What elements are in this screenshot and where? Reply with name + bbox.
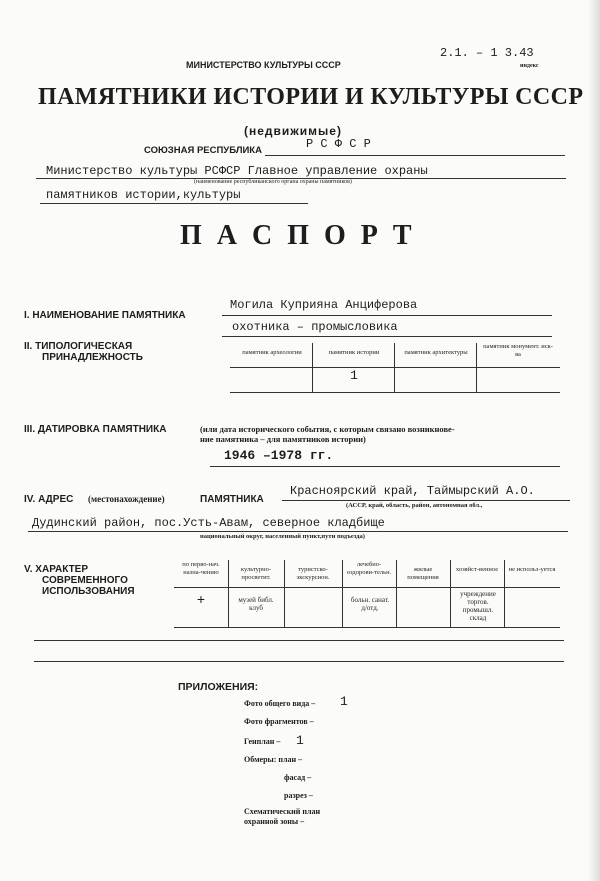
appendix-title: ПРИЛОЖЕНИЯ: — [178, 681, 259, 693]
address-caption-2: национальный округ, населенный пункт,пути подъезда) — [200, 533, 365, 540]
appendix-item-zone-plan-cont: охранной зоны – — [244, 817, 305, 826]
section-usage-label-3: ИСПОЛЬЗОВАНИЯ — [42, 586, 135, 597]
section-address-label-a: IV. АДРЕС — [24, 494, 74, 505]
monument-name-line-1: Могила Куприяна Анциферова — [230, 298, 418, 312]
appendix-item-site-plan: Генплан – — [244, 737, 281, 746]
typology-value-history: 1 — [350, 368, 358, 383]
appendix-item-measure-plan: Обмеры: план – — [244, 755, 303, 764]
usage-value-original: + — [196, 593, 206, 609]
section-name-label: I. НАИМЕНОВАНИЕ ПАМЯТНИКА — [24, 310, 186, 321]
section-address-label-b: (местонахождение) — [88, 494, 165, 504]
usage-value-health: больн. санат. д/отд. — [350, 596, 390, 612]
document-series-title: ПАМЯТНИКИ ИСТОРИИ И КУЛЬТУРЫ СССР — [38, 84, 584, 110]
appendix-value-site-plan: 1 — [296, 733, 304, 748]
dating-note-line-1: (или дата исторического события, с которым связано возникнове- — [200, 424, 455, 434]
typology-col-architecture: памятник архитектуры — [404, 349, 468, 356]
section-usage-label-1: V. ХАРАКТЕР — [24, 564, 89, 575]
scan-edge-shadow — [588, 0, 600, 881]
section-dating-label: III. ДАТИРОВКА ПАМЯТНИКА — [24, 424, 167, 435]
appendix-item-zone-plan: Схематический план — [244, 807, 321, 816]
appendix-item-section: разрез – — [284, 791, 313, 800]
usage-col-tourist: туристско-экскурсион. — [296, 566, 330, 581]
usage-underline-1 — [34, 640, 564, 641]
address-caption-1: (АССР, край, область, район, автономная обл., — [346, 502, 483, 509]
name-underline-1 — [222, 315, 552, 316]
organ-underline-2 — [40, 203, 308, 204]
name-underline-2 — [222, 336, 552, 337]
passport-title: П А С П О Р Т — [180, 220, 416, 251]
index-label: индекс — [520, 63, 539, 69]
usage-col-original: по перво-нач. назна-чению — [182, 561, 220, 576]
address-underline-2 — [28, 531, 568, 532]
republic-underline — [265, 155, 565, 156]
organ-caption: (наименование республиканского органа охраны памятников) — [194, 179, 352, 185]
ministry-heading: МИНИСТЕРСТВО КУЛЬТУРЫ СССР — [186, 60, 341, 70]
section-usage-label-2: СОВРЕМЕННОГО — [42, 575, 128, 586]
appendix-item-general-photo: Фото общего вида – — [244, 699, 316, 708]
dating-underline — [210, 466, 560, 467]
republic-value: Р С Ф С Р — [306, 137, 371, 151]
usage-value-economic: учреждение торгов. промышл. склад — [460, 590, 496, 622]
typology-col-archaeology: памятник археологии — [242, 349, 302, 356]
monument-name-line-2: охотника – промысловика — [232, 320, 398, 334]
typology-col-history: памятник истории — [328, 349, 380, 356]
address-line-2: Дудинский район, пос.Усть-Авам, северное кладбище — [32, 516, 385, 530]
index-number: 2.1. – 1 3.43 — [440, 46, 534, 60]
usage-value-cultural: музей библ. клуб — [238, 596, 274, 612]
section-typology-label-2: ПРИНАДЛЕЖНОСТЬ — [42, 352, 143, 363]
dating-note-line-2: ние памятника – для памятников истории) — [200, 434, 366, 444]
usage-col-residential: жилые помещения — [407, 566, 439, 581]
appendix-item-fragment-photo: Фото фрагментов – — [244, 717, 314, 726]
usage-col-health: лечебно-оздорови-тельн. — [346, 561, 392, 576]
document-subtitle: (недвижимые) — [244, 124, 342, 138]
usage-col-economic: хозяйст-венное — [455, 566, 499, 573]
typology-col-monumental-art: памятник монумент. иск-ва — [483, 343, 553, 358]
appendix-item-facade: фасад – — [284, 773, 312, 782]
section-address-label-c: ПАМЯТНИКА — [200, 494, 264, 505]
address-underline-1 — [282, 500, 570, 501]
organ-line-1: Министерство культуры РСФСР Главное управление охраны — [46, 164, 428, 178]
dating-value: 1946 –1978 гг. — [224, 448, 334, 463]
address-line-1: Красноярский край, Таймырский А.О. — [290, 484, 535, 498]
appendix-value-general-photo: 1 — [340, 694, 348, 709]
usage-col-unused: не использ-уется — [508, 566, 556, 573]
section-typology-label-1: II. ТИПОЛОГИЧЕСКАЯ — [24, 341, 133, 352]
organ-line-2: памятников истории,культуры — [46, 188, 241, 202]
usage-col-cultural: культурно-просветит. — [240, 566, 272, 581]
republic-label: СОЮЗНАЯ РЕСПУБЛИКА — [144, 145, 262, 156]
usage-underline-2 — [34, 661, 564, 662]
